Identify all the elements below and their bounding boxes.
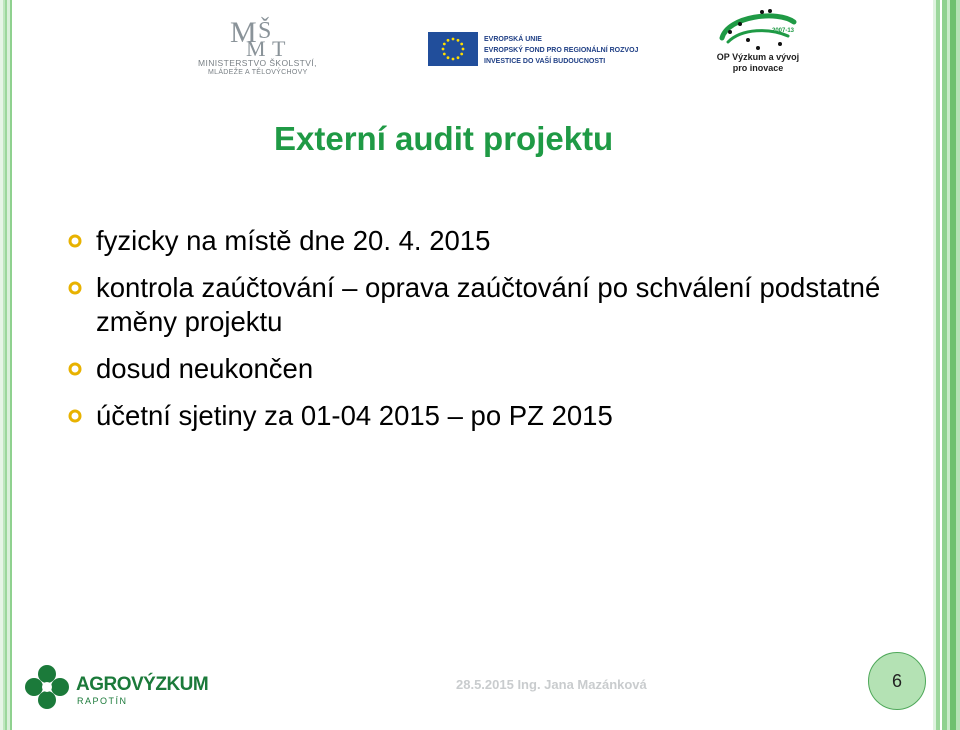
svg-text:M: M: [230, 16, 257, 49]
bullet-text: účetní sjetiny za 01-04 2015 – po PZ 2015: [96, 400, 613, 431]
eu-text-line3: INVESTICE DO VAŠÍ BUDOUCNOSTI: [484, 58, 606, 65]
msmt-mark-icon: [228, 12, 294, 56]
svg-text:M: M: [246, 36, 266, 56]
bullet-text: fyzicky na místě dne 20. 4. 2015: [96, 225, 491, 256]
op-swoosh-icon: [718, 8, 798, 52]
op-text-line1: OP Výzkum a vývoj: [716, 52, 800, 62]
page-number-badge: [868, 652, 926, 710]
agrovyzkum-clover-icon: [24, 664, 70, 710]
svg-text:Š: Š: [258, 18, 272, 44]
agrovyzkum-sub: RAPOTÍN: [77, 696, 128, 706]
bullet-ring-icon: [68, 281, 82, 295]
bullet-ring-icon: [68, 409, 82, 423]
msmt-text-line2: MLÁDEŽE A TĚLOVÝCHOVY: [208, 69, 308, 76]
bullet-ring-icon: [68, 362, 82, 376]
bullet-item: [68, 224, 888, 258]
bullet-item: [68, 271, 888, 339]
left-border-stripes: [0, 0, 14, 730]
bullet-item: [68, 399, 888, 433]
eu-text-line1: EVROPSKÁ UNIE: [484, 36, 542, 43]
slide-title: Externí audit projektu: [274, 120, 614, 157]
right-border-stripes: [930, 0, 960, 730]
agrovyzkum-name: AGROVÝZKUM: [76, 674, 209, 695]
eu-text-line2: EVROPSKÝ FOND PRO REGIONÁLNÍ ROZVOJ: [484, 47, 639, 54]
msmt-text-line1: MINISTERSTVO ŠKOLSTVÍ,: [198, 58, 317, 68]
eu-logo: [428, 30, 639, 70]
svg-text:T: T: [272, 36, 286, 56]
bullet-item: [68, 352, 888, 386]
op-text-line2: pro inovace: [732, 63, 784, 73]
agrovyzkum-logo: [24, 660, 214, 710]
eu-flag-icon: [428, 32, 478, 66]
op-years-text: 2007-13: [772, 28, 795, 34]
footer-date-author: 28.5.2015 Ing. Jana Mazánková: [456, 677, 647, 692]
msmt-logo: [198, 12, 322, 78]
op-vavpi-logo: [712, 8, 802, 72]
page-number: 6: [891, 670, 902, 691]
bullet-ring-icon: [68, 234, 82, 248]
bullet-text: kontrola zaúčtování – oprava zaúčtování po schválení podstatné změny projektu: [96, 272, 881, 337]
bullet-text: dosud neukončen: [96, 353, 314, 384]
bullet-list: [68, 224, 888, 446]
